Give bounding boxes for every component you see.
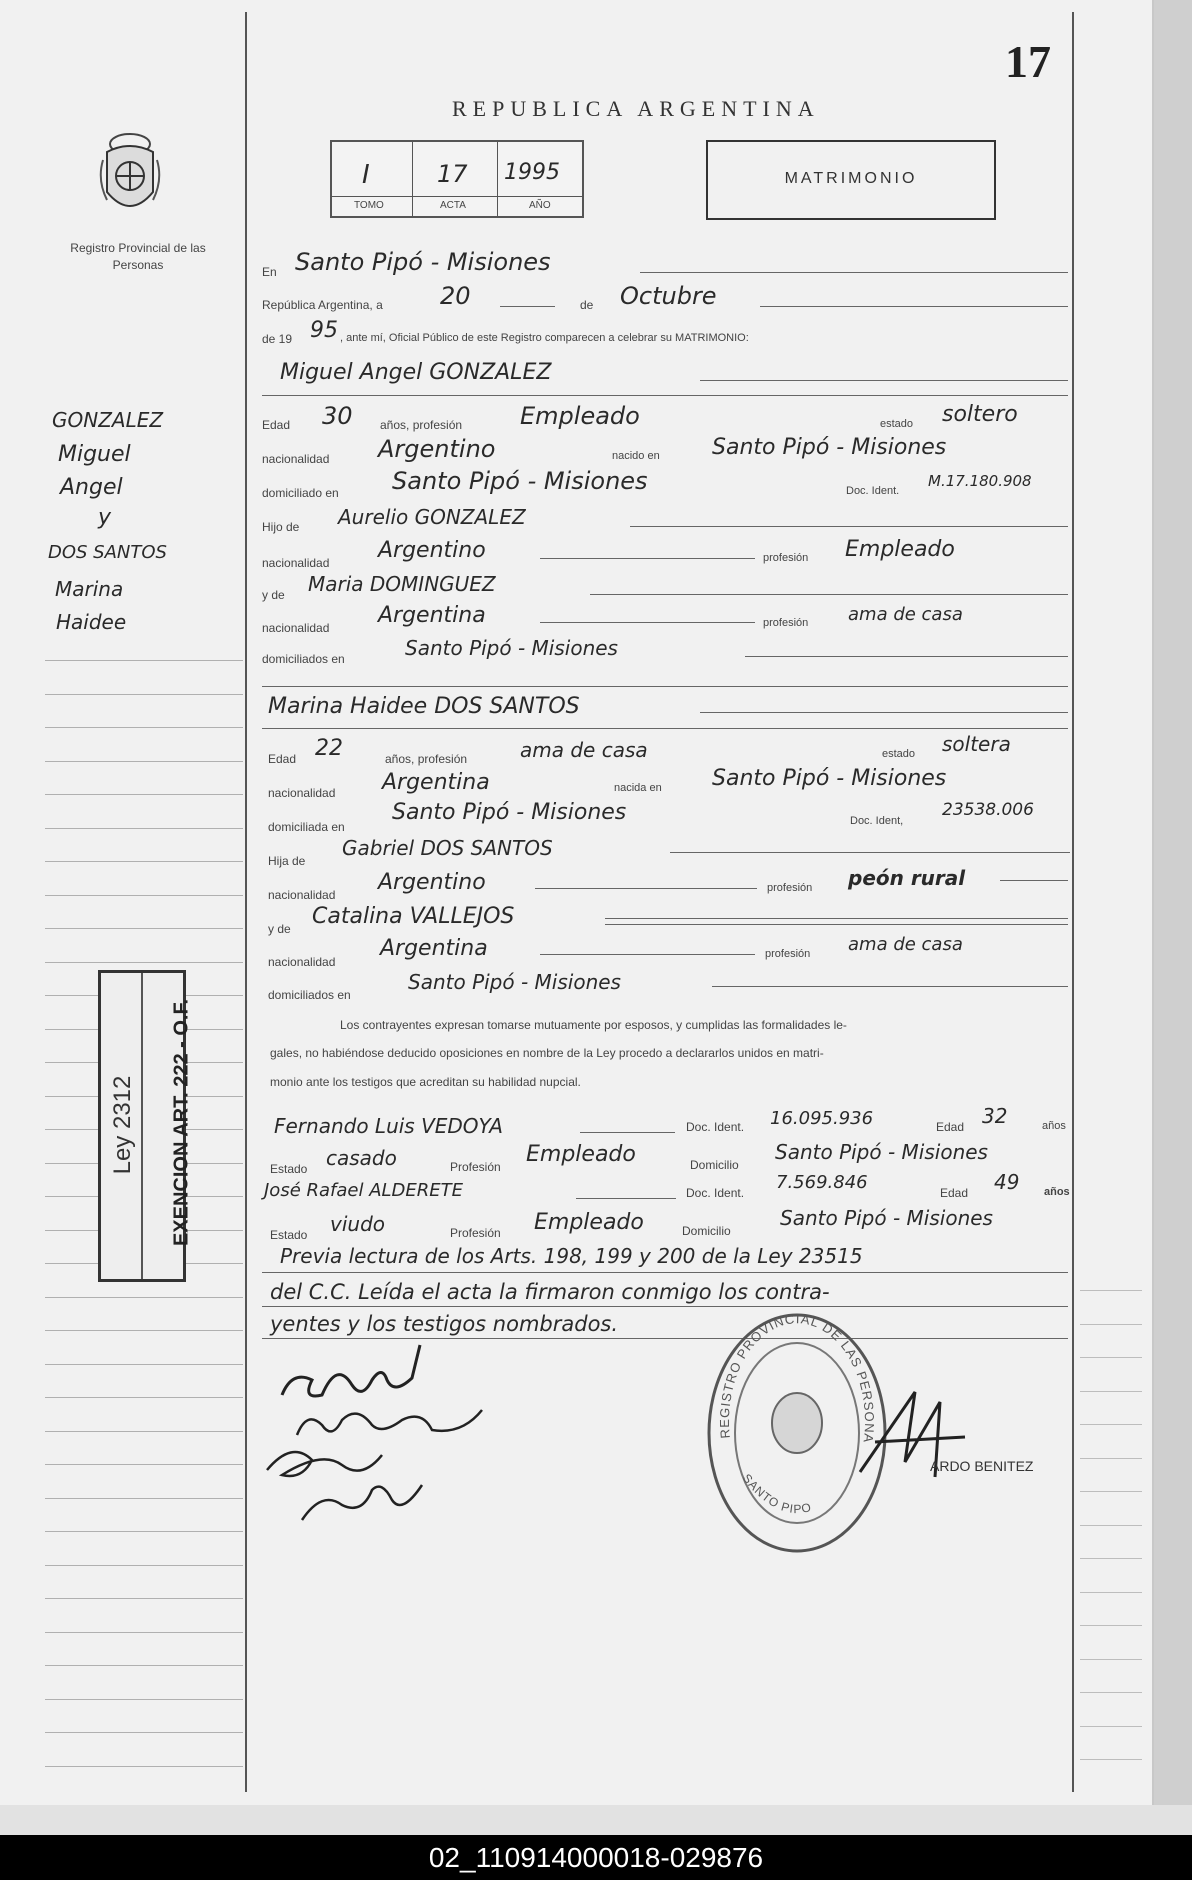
margin-guide-line	[45, 861, 243, 862]
witness1-estado-label: Estado	[270, 1162, 308, 1176]
margin-guide-line	[45, 694, 243, 695]
margin-guide-line	[1080, 1726, 1142, 1727]
margin-guide-line	[1080, 1357, 1142, 1358]
acta-value: 17	[437, 160, 468, 188]
groom-hijo-label: Hijo de	[262, 520, 300, 534]
groom-yde-label: y de	[262, 588, 285, 602]
record-type-box	[706, 140, 996, 220]
bride-father-nac-label: nacionalidad	[268, 888, 336, 902]
groom-profession: Empleado	[520, 402, 640, 430]
rule	[590, 594, 1068, 595]
witness2-doc: 7.569.846	[776, 1172, 868, 1193]
witness2-profession: Empleado	[534, 1210, 644, 1235]
rule	[540, 954, 755, 955]
groom-anos-label: años, profesión	[380, 418, 463, 432]
rule	[700, 380, 1068, 381]
de-label: de	[580, 298, 594, 312]
bride-father-nationality: Argentino	[378, 870, 486, 895]
marriage-day: 20	[440, 282, 471, 310]
year-prefix: de 19	[262, 332, 293, 346]
rule	[640, 272, 1068, 273]
rule	[630, 526, 1068, 527]
bride-dom-label: domiciliada en	[268, 820, 345, 834]
witness1-edad-label: Edad	[936, 1120, 965, 1134]
groom-doc-label: Doc. Ident.	[846, 485, 900, 497]
witness1-anos-label: años	[1042, 1120, 1066, 1132]
rule	[700, 712, 1068, 713]
bride-doc: 23538.006	[942, 800, 1034, 820]
margin-guide-line	[45, 1766, 243, 1767]
bride-parents-address: Santo Pipó - Misiones	[408, 970, 621, 994]
witness2-name: José Rafael ALDERETE	[264, 1180, 464, 1201]
witness2-address: Santo Pipó - Misiones	[780, 1206, 993, 1230]
rule	[712, 986, 1068, 987]
rule	[535, 888, 757, 889]
witness1-name: Fernando Luis VEDOYA	[274, 1114, 503, 1138]
witness1-status: casado	[326, 1146, 397, 1170]
margin-guide-line	[45, 1297, 243, 1298]
rule	[1000, 880, 1068, 881]
ano-label: AÑO	[529, 200, 551, 211]
groom-nacido-label: nacido en	[612, 450, 660, 462]
margin-guide-line	[1080, 1558, 1142, 1559]
margin-note-line3: Angel	[60, 475, 123, 500]
rule	[262, 728, 1068, 729]
marriage-place: Santo Pipó - Misiones	[295, 248, 551, 276]
bride-mother-nationality: Argentina	[380, 936, 488, 961]
declaration-line3: monio ante los testigos que acreditan su habilidad nupcial.	[270, 1075, 581, 1089]
bride-yde-label: y de	[268, 922, 291, 936]
groom-doc: M.17.180.908	[928, 472, 1032, 490]
bride-profession: ama de casa	[520, 738, 648, 762]
bride-father-prof-label: profesión	[767, 882, 813, 894]
rule	[605, 924, 1068, 925]
margin-guide-line	[45, 1397, 243, 1398]
bride-parents-dom-label: domiciliados en	[268, 988, 351, 1002]
margin-guide-line	[45, 928, 243, 929]
margin-guide-line	[45, 1565, 243, 1566]
groom-age: 30	[322, 402, 353, 430]
groom-dom-label: domiciliado en	[262, 486, 339, 500]
witness2-estado-label: Estado	[270, 1228, 308, 1242]
bride-nacida-label: nacida en	[614, 782, 662, 794]
witness1-doc-label: Doc. Ident.	[686, 1120, 745, 1134]
margin-guide-line	[45, 794, 243, 795]
groom-mother: Maria DOMINGUEZ	[308, 572, 496, 596]
margin-guide-line	[45, 761, 243, 762]
margin-guide-line	[45, 1531, 243, 1532]
margin-guide-line	[1080, 1458, 1142, 1459]
margin-guide-line	[45, 1364, 243, 1365]
officer-name: ARDO BENITEZ	[930, 1458, 1034, 1474]
groom-father-nac-label: nacionalidad	[262, 556, 330, 570]
bride-mother: Catalina VALLEJOS	[312, 904, 515, 929]
margin-guide-line	[1080, 1592, 1142, 1593]
record-type: MATRIMONIO	[784, 170, 918, 187]
margin-guide-line	[45, 1598, 243, 1599]
margin-guide-line	[1080, 1324, 1142, 1325]
marriage-month: Octubre	[620, 282, 717, 310]
closing-line2: del C.C. Leída el acta la firmaron conmigo los contra-	[270, 1280, 830, 1304]
witness1-profession: Empleado	[526, 1142, 636, 1167]
closing-line3: yentes y los testigos nombrados.	[270, 1312, 619, 1336]
record-number-box	[330, 140, 584, 218]
witness1-address: Santo Pipó - Misiones	[775, 1140, 988, 1164]
margin-guide-line	[45, 1498, 243, 1499]
margin-guide-line	[1080, 1491, 1142, 1492]
groom-edad-label: Edad	[262, 418, 291, 432]
groom-name: Miguel Angel GONZALEZ	[280, 360, 552, 385]
ano-value: 1995	[504, 160, 560, 185]
margin-note-line2: Miguel	[58, 442, 131, 467]
coat-of-arms-icon	[95, 130, 165, 222]
bride-anos-label: años, profesión	[385, 752, 468, 766]
groom-estado-label: estado	[880, 418, 914, 430]
rule	[760, 306, 1068, 307]
margin-guide-line	[1080, 1525, 1142, 1526]
witness1-doc: 16.095.936	[770, 1108, 874, 1129]
left-margin-rule	[245, 12, 247, 1792]
tax-stamp-law: Ley 2312	[109, 1075, 136, 1175]
page-number: 17	[1005, 36, 1051, 87]
label-row-divider	[332, 196, 582, 197]
seal-text: REGISTRO PROVINCIAL DE LAS PERSONA	[716, 1311, 878, 1445]
bride-birthplace: Santo Pipó - Misiones	[712, 766, 947, 791]
witness1-dom-label: Domicilio	[690, 1158, 739, 1172]
margin-note-line4: y	[98, 505, 112, 530]
witness2-edad-label: Edad	[940, 1186, 969, 1200]
margin-guide-line	[45, 1699, 243, 1700]
rule	[745, 656, 1068, 657]
page-bottom-edge	[0, 1805, 1192, 1835]
bride-mother-nac-label: nacionalidad	[268, 955, 336, 969]
groom-parents-address: Santo Pipó - Misiones	[405, 636, 618, 660]
bride-age: 22	[315, 736, 343, 761]
margin-guide-line	[1080, 1659, 1142, 1660]
margin-guide-line	[45, 1464, 243, 1465]
groom-mother-nac-label: nacionalidad	[262, 621, 330, 635]
bride-hija-label: Hija de	[268, 854, 306, 868]
bride-nac-label: nacionalidad	[268, 786, 336, 800]
acta-label: ACTA	[440, 200, 466, 211]
margin-guide-line	[45, 660, 243, 661]
margin-guide-line	[1080, 1391, 1142, 1392]
margin-guide-line	[45, 1431, 243, 1432]
en-label: En	[262, 265, 277, 279]
witness2-status: viudo	[330, 1212, 385, 1236]
margin-guide-line	[1080, 1290, 1142, 1291]
rule	[262, 1306, 1068, 1307]
oficial-text: , ante mí, Oficial Público de este Registro comparecen a celebrar su MATRIMONIO:	[340, 332, 749, 344]
bride-estado-label: estado	[882, 748, 916, 760]
margin-guide-line	[45, 895, 243, 896]
republica-label: República Argentina, a	[262, 298, 383, 312]
margin-guide-line	[45, 1732, 243, 1733]
tax-stamp	[98, 970, 193, 1282]
tax-stamp-exemption: EXENCION ART. 222 - O.F.	[170, 998, 193, 1247]
right-margin-rule	[1072, 12, 1074, 1792]
rule	[262, 1338, 1068, 1339]
groom-nationality: Argentino	[378, 435, 496, 463]
bride-mother-prof-label: profesión	[765, 948, 811, 960]
witness1-prof-label: Profesión	[450, 1160, 501, 1174]
rule	[576, 1198, 676, 1199]
tax-stamp-divider	[141, 973, 143, 1279]
margin-guide-line	[45, 962, 243, 963]
groom-address: Santo Pipó - Misiones	[392, 467, 648, 495]
margin-guide-line	[1080, 1625, 1142, 1626]
rule	[605, 918, 1068, 919]
rule	[262, 686, 1068, 687]
margin-note-line6: Marina	[55, 577, 124, 601]
witness2-anos-label: años	[1044, 1186, 1070, 1198]
closing-line1: Previa lectura de los Arts. 198, 199 y 200 de la Ley 23515	[280, 1244, 863, 1268]
rule	[500, 306, 555, 307]
file-id-footer: 02_110914000018-029876	[0, 1835, 1192, 1880]
bride-father-profession: peón rural	[848, 866, 966, 890]
witness2-age: 49	[994, 1170, 1020, 1194]
rule	[580, 1132, 675, 1133]
contracting-parties-signatures	[262, 1340, 502, 1540]
groom-mother-nationality: Argentina	[378, 603, 486, 628]
country-heading: REPUBLICA ARGENTINA	[452, 96, 820, 121]
bride-edad-label: Edad	[268, 752, 297, 766]
bride-father: Gabriel DOS SANTOS	[342, 836, 553, 860]
groom-father-nationality: Argentino	[378, 538, 486, 563]
groom-birthplace: Santo Pipó - Misiones	[712, 435, 947, 460]
officer-signature	[855, 1382, 975, 1492]
rule	[262, 395, 1068, 396]
rule	[540, 558, 755, 559]
groom-mother-prof-label: profesión	[763, 617, 809, 629]
bride-nationality: Argentina	[382, 770, 490, 795]
groom-father: Aurelio GONZALEZ	[338, 505, 526, 529]
margin-guide-line	[45, 1330, 243, 1331]
rule	[262, 1272, 1068, 1273]
margin-note-line5: DOS SANTOS	[48, 542, 167, 563]
bride-mother-profession: ama de casa	[848, 934, 963, 955]
groom-mother-profession: ama de casa	[848, 604, 963, 625]
registry-name: Registro Provincial de las Personas	[70, 241, 206, 272]
margin-guide-line	[1080, 1692, 1142, 1693]
margin-note-line7: Haidee	[56, 610, 127, 634]
groom-father-profession: Empleado	[845, 537, 955, 562]
bride-doc-label: Doc. Ident,	[850, 815, 904, 827]
margin-guide-line	[45, 727, 243, 728]
bride-address: Santo Pipó - Misiones	[392, 800, 627, 825]
groom-status: soltero	[942, 402, 1018, 427]
declaration-line1: Los contrayentes expresan tomarse mutuamente por esposos, y cumplidas las formalidades le-	[340, 1018, 847, 1032]
tomo-label: TOMO	[354, 200, 384, 211]
margin-guide-line	[45, 1632, 243, 1633]
witness2-dom-label: Domicilio	[682, 1224, 731, 1238]
bride-status: soltera	[942, 732, 1011, 756]
witness2-doc-label: Doc. Ident.	[686, 1186, 745, 1200]
margin-guide-line	[1080, 1424, 1142, 1425]
witness1-age: 32	[982, 1104, 1008, 1128]
year-suffix: 95	[310, 318, 338, 343]
margin-guide-line	[45, 828, 243, 829]
margin-guide-line	[45, 1665, 243, 1666]
margin-note-line1: GONZALEZ	[52, 408, 164, 432]
margin-guide-line	[1080, 1759, 1142, 1760]
groom-nac-label: nacionalidad	[262, 452, 330, 466]
tomo-value: I	[362, 160, 370, 190]
rule	[540, 622, 755, 623]
seal-bottom-text: SANTO PIPO	[739, 1471, 814, 1517]
bride-name: Marina Haidee DOS SANTOS	[268, 694, 580, 719]
rule	[670, 852, 1070, 853]
groom-parents-dom-label: domiciliados en	[262, 652, 345, 666]
witness2-prof-label: Profesión	[450, 1226, 501, 1240]
groom-father-prof-label: profesión	[763, 552, 809, 564]
declaration-line2: gales, no habiéndose deducido oposiciones en nombre de la Ley procedo a declararlos unidos en matri-	[270, 1046, 824, 1060]
